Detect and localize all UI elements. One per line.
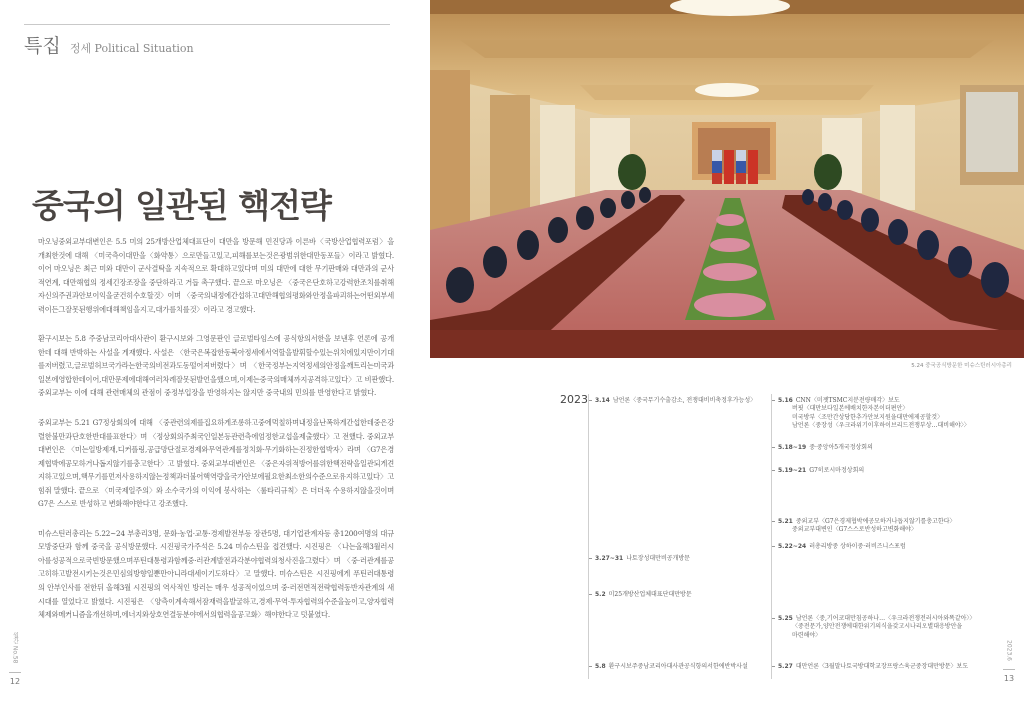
right-page xyxy=(430,0,1024,724)
issue-label: 2023.6 xyxy=(1005,640,1013,661)
timeline-text: 나토장성대만비공개방문 xyxy=(626,555,690,562)
left-page xyxy=(0,0,430,724)
flag xyxy=(736,173,746,184)
paragraph: 환구시보는 5.8 주중남코리아대사관이 환구시보와 그영문판인 글로벌타임스에 공식항의서한을 보낸후 언론에 공개한데 대해 반박하는 사설을 게재했다. 사설은 〈한국은복잡한동북아정세에서역할을발휘할수있는위치에있지만이기대를저버렸고,글로벌허브국가라는한국의비전과도동떨어져버렸다〉며 〈한국정부는지역정세의안정을깨트리는미국과일본에영합한데이어,대만문제에대해여러차례잘못된발언을했으며,이제는중국의매체까지공격하고있다〉고 비판했다. 중외교부는 이에 대해 관련매체의 관점이 중정부입장을 반영하지는 않지만 중국내의 민의를 반영한다고 밝혔다. xyxy=(38,334,394,398)
timeline-tick xyxy=(589,666,592,667)
timeline-tick xyxy=(772,521,775,522)
timeline-entry-line xyxy=(778,623,975,631)
timeline-entry xyxy=(595,397,756,405)
flag xyxy=(712,173,722,184)
timeline-text: 〈중전문가,양안전쟁에대한위기의식을갖고시나리오별대응방안을 xyxy=(792,623,963,631)
timeline-entry xyxy=(778,615,975,640)
left-door xyxy=(430,70,470,230)
timeline-entry-line xyxy=(595,591,692,599)
timeline-tick xyxy=(772,546,775,547)
section-sub-label: 정세 Political Situation xyxy=(69,42,194,55)
magazine-label: 월간 No.58 xyxy=(11,632,19,664)
flowers xyxy=(703,263,757,281)
plant xyxy=(814,154,842,190)
flag xyxy=(712,161,722,173)
paragraph: 미슈스틴러총리는 5.22~24 부총리3명, 문화·농업·교통·경제발전부등 장관5명, 대기업관계자등 총1200여명의 대규모방중단과 함께 중국을 공식방문했다. 시진핑국가주석은 5.24 미슈스틴을 접견했다. 시진핑은 〈나는올해3월러시아를성공적으로국빈방문했으며푸틴대통령과함께중·러관계발전과각분야협력의청사진을그렸다〉며 〈중·러관계를공고히하고발전시키는것은민심의방향일뿐만아니라대세이기도하다〉고 말했다. 미슈스틴은 시진핑에게 푸틴러대통령의 안부인사를 전한뒤 올해3월 시진핑의 역사적인 방러는 매우 성공적이었으며 중·러전면적전략협력동반자관계의 새시대를 열었다고 밝혔다. 시진핑은 〈양측이계속해서잠재력을발굴하고,경제·무역·투자협력의수준을높이고,양자협력체제와메커니즘을개선하며,에너지와상호연결등분야에서의협력을공고화〉해야한다고 덧붙였다. xyxy=(38,528,394,620)
flowers xyxy=(710,238,750,252)
timeline-text: 환구시보주중남코리아대사관공식항의서한에반박사설 xyxy=(608,663,748,670)
ceiling-tier xyxy=(460,40,994,58)
timeline-tick xyxy=(772,618,775,619)
timeline-entry-line xyxy=(595,397,756,405)
timeline-entry-line xyxy=(595,663,748,671)
timeline-text: 러총리방중 상하이중·러비즈니스포럼 xyxy=(809,543,906,550)
timeline-text: 대만언론〈3월말나토국방대학교장프랑스육군중장대만방문〉보도 xyxy=(795,663,969,670)
timeline-entry-line xyxy=(595,555,690,563)
timeline-tick xyxy=(589,594,592,595)
timeline-date: 5.19~21 xyxy=(778,467,807,474)
timeline-tick xyxy=(589,558,592,559)
timeline-entry xyxy=(595,555,690,563)
wall-panel xyxy=(880,105,915,210)
timeline-axis-right xyxy=(771,394,772,679)
photo-illustration xyxy=(430,0,1024,358)
article-title: 중국의 일관된 핵전략 xyxy=(32,186,331,225)
timeline-text: 중·중앙아5개국정상회의 xyxy=(809,444,873,451)
timeline-entry xyxy=(778,444,873,452)
meeting-hall-photo xyxy=(430,0,1024,358)
wall-panel xyxy=(540,105,575,210)
timeline-year: 2023 xyxy=(560,393,588,406)
timeline-date: 5.16 xyxy=(778,397,793,404)
timeline-text: G7히로시마정상회의 xyxy=(809,467,865,474)
timeline-text: 중외교부대변인〈G7스스로반성하고변화해야〉 xyxy=(792,526,917,534)
timeline-date: 5.25 xyxy=(778,615,793,622)
timeline-entry xyxy=(778,663,968,671)
timeline-axis-left xyxy=(588,394,589,679)
timeline-text: 남언론〈중장성〈우크라위기이후하이브리드전쟁부상…대비해야〉〉 xyxy=(792,422,970,430)
timeline-entry-line xyxy=(778,467,864,475)
header-rule xyxy=(24,24,390,25)
timeline-text: 마련해야〉 xyxy=(792,631,822,639)
timeline-tick xyxy=(772,400,775,401)
timeline-entry-line xyxy=(778,422,970,430)
timeline-date: 5.21 xyxy=(778,518,793,525)
flowers xyxy=(716,214,744,226)
flag xyxy=(748,150,758,184)
front-table xyxy=(430,330,1024,358)
timeline-entry xyxy=(778,397,970,431)
timeline-entry-line xyxy=(778,526,956,534)
timeline-entry xyxy=(778,518,956,535)
timeline-entry-line xyxy=(778,414,970,422)
timeline-entry-line xyxy=(778,663,968,671)
wall-panel xyxy=(490,95,530,225)
folio-rule xyxy=(9,672,21,673)
timeline-date: 5.18~19 xyxy=(778,444,807,451)
section-main-label: 특집 xyxy=(24,35,61,57)
landscape-painting xyxy=(966,92,1018,172)
flowers xyxy=(694,293,766,317)
timeline-text: CNN〈미젯TSMC지분전량매각〉보도 xyxy=(795,397,900,404)
article-body xyxy=(38,235,394,638)
timeline-entry xyxy=(778,543,906,551)
photo-caption: 5.24 중국공식방문한 미슈스틴러시아총리 xyxy=(911,363,1012,369)
timeline-text: 미국방부〈조만간상당한추가안보지원을대만에제공할것〉 xyxy=(792,413,944,421)
timeline-entry xyxy=(778,467,864,475)
timeline-tick xyxy=(772,470,775,471)
folio-rule xyxy=(1003,669,1015,670)
page-number: 13 xyxy=(1003,674,1015,683)
timeline-date: 5.8 xyxy=(595,663,606,670)
plant xyxy=(618,154,646,190)
timeline-text: 미25개방산업체대표단대만방문 xyxy=(608,591,692,598)
timeline-entry xyxy=(595,591,692,599)
timeline-date: 5.27 xyxy=(778,663,793,670)
left-folio xyxy=(8,632,22,686)
timeline-text: 버핏〈대만보다일본에배치한자본이더편안〉 xyxy=(792,405,909,413)
timeline-entry-line xyxy=(778,444,873,452)
timeline-tick xyxy=(772,666,775,667)
timeline-tick xyxy=(772,447,775,448)
timeline-date: 5.2 xyxy=(595,591,606,598)
timeline-text: 남언론〈중,기어코대만침공하나…〈우크라전쟁전러시아와똑같아〉〉 xyxy=(795,615,976,622)
flag xyxy=(736,161,746,173)
timeline-date: 3.27~31 xyxy=(595,555,624,562)
timeline-date: 3.14 xyxy=(595,397,610,404)
paragraph: 마오닝중외교부대변인은 5.5 미의 25개방산업체대표단이 대만을 방문해 민진당과 이른바〈국방산업협력포럼〉을 개최한것에 대해 〈미국측이대만을〈화약통〉으로만들고있고,피해를보는것은광범위한대만동포들〉이라고 밝혔다. 이어 마오닝은 최근 미와 대만이 군사결탁을 지속적으로 확대하고있다며 미의 대만에 대한 무기판매와 대만과의 군사적연계, 대만해협의 정세긴장조장을 중단하라고 거듭 촉구했다. 끝으로 마오닝은 〈중국은단호하고강력한조치를취해자신의주권과안보이익을굳건히수호할것〉이며 〈중국의내정에간섭하고대만해협의평화와안정을파괴하는어떤외부세력이든그잘못된행위에대해책임을지고,대가를치를것〉이라고 경고했다. xyxy=(38,237,394,314)
paragraph: 중외교부는 5.21 G7정상회의에 대해 〈중관련의제를집요하게조롱하고중에먹칠하며내정을난폭하게간섭한데중은강렬한불만과단호한반대를표한다〉며 〈정상회의주최국인일본등관련측에엄정한교섭을제출했다〉고 전했다. 중외교부대변인은 〈미는일방제재,디커플링,공급망단절로경제와무역관계를정치화·무기화하는진정한협박자〉라며 〈G7은경제협박에공모하거나돕지않기를충고한다〉고 밝혔다. 중외교부대변인은 〈중은자위적방어를위한핵전략을일관되게견지하고있으며,핵무기를먼저사용하지않는정책과더불어핵역량을국가안보에필요한최소한의수준으로유지하고있다〉고 힘줘 말했다. 끝으로 〈미국제일주의〉와 소수국가의 이익에 봉사하는 〈룰타리규칙〉은 더더욱 수용하지않을것이며 G7은 스스로 반성하고 변화해야한다고 강조했다. xyxy=(38,418,394,509)
timeline-entry-line xyxy=(778,543,906,551)
chandelier xyxy=(695,83,759,97)
timeline-tick xyxy=(589,400,592,401)
timeline-entry xyxy=(595,663,748,671)
timeline-date: 5.22~24 xyxy=(778,543,807,550)
section-header xyxy=(24,31,194,58)
right-folio xyxy=(1002,640,1016,683)
page-number: 12 xyxy=(9,676,21,686)
timeline-text: 남언론〈중국무기수출감소, 전쟁대비비축정후가능성〉 xyxy=(612,397,757,404)
timeline-entry-line xyxy=(778,632,975,640)
timeline-entry-line xyxy=(778,405,970,413)
timeline-text: 중외교부〈G7은경제협박에공모하거나돕지않기를충고한다〉 xyxy=(795,518,956,525)
flag xyxy=(724,150,734,184)
